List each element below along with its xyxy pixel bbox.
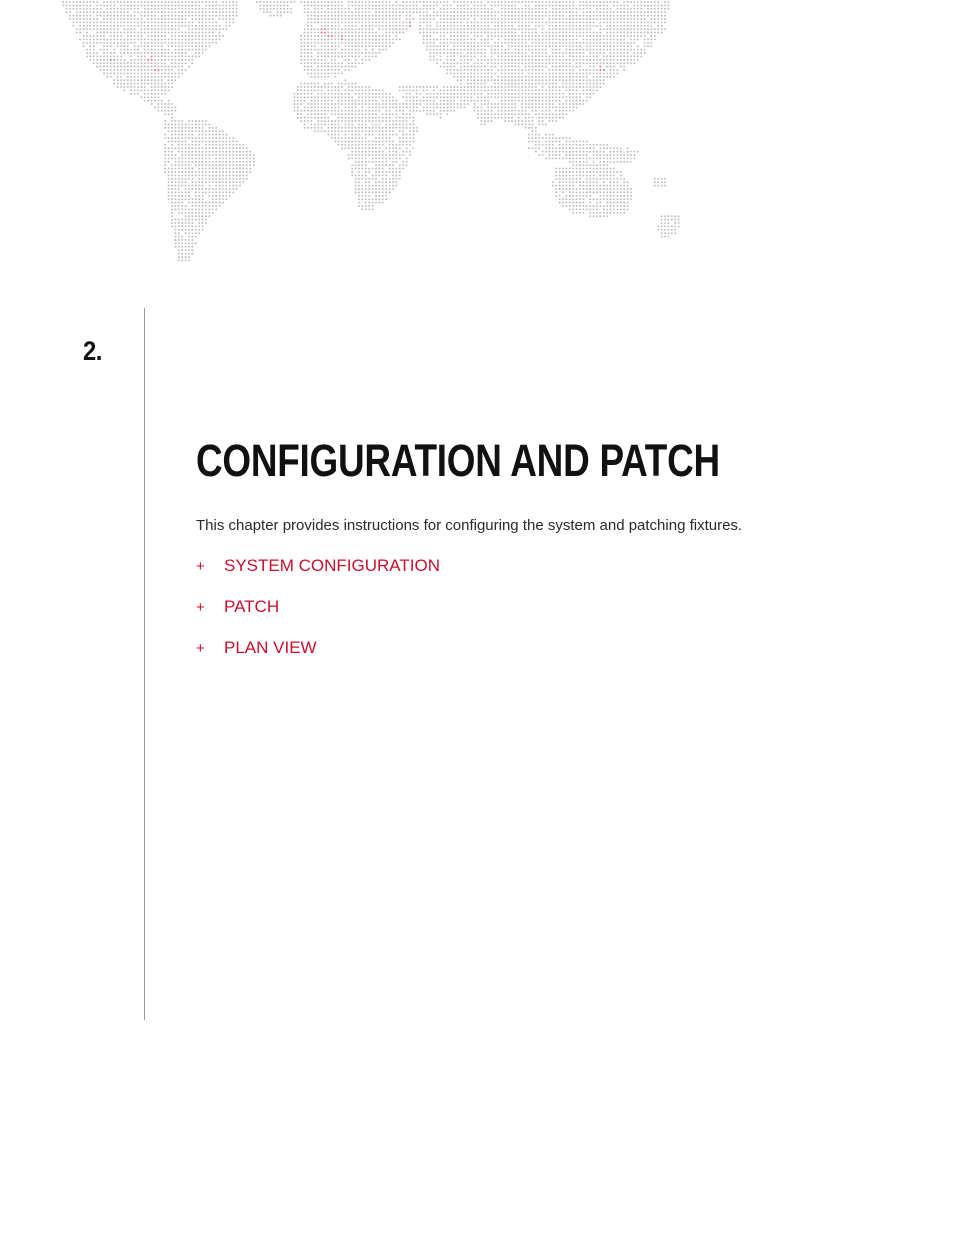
chapter-toc [196, 555, 440, 678]
toc-link-system-configuration[interactable]: SYSTEM CONFIGURATION [224, 556, 440, 575]
toc-item-system-configuration [196, 555, 440, 596]
chapter-number: 2. [83, 336, 102, 366]
plus-icon: + [196, 640, 205, 657]
world-map-dots [0, 0, 700, 270]
chapter-title: CONFIGURATION AND PATCH [196, 435, 720, 486]
toc-item-patch [196, 596, 440, 637]
plus-icon: + [196, 558, 205, 575]
toc-item-plan-view [196, 637, 440, 678]
toc-link-plan-view[interactable]: PLAN VIEW [224, 638, 317, 657]
toc-link-patch[interactable]: PATCH [224, 597, 280, 616]
plus-icon: + [196, 599, 205, 616]
chapter-intro: This chapter provides instructions for configuring the system and patching fixtures. [196, 517, 743, 534]
vertical-divider [144, 308, 145, 1020]
